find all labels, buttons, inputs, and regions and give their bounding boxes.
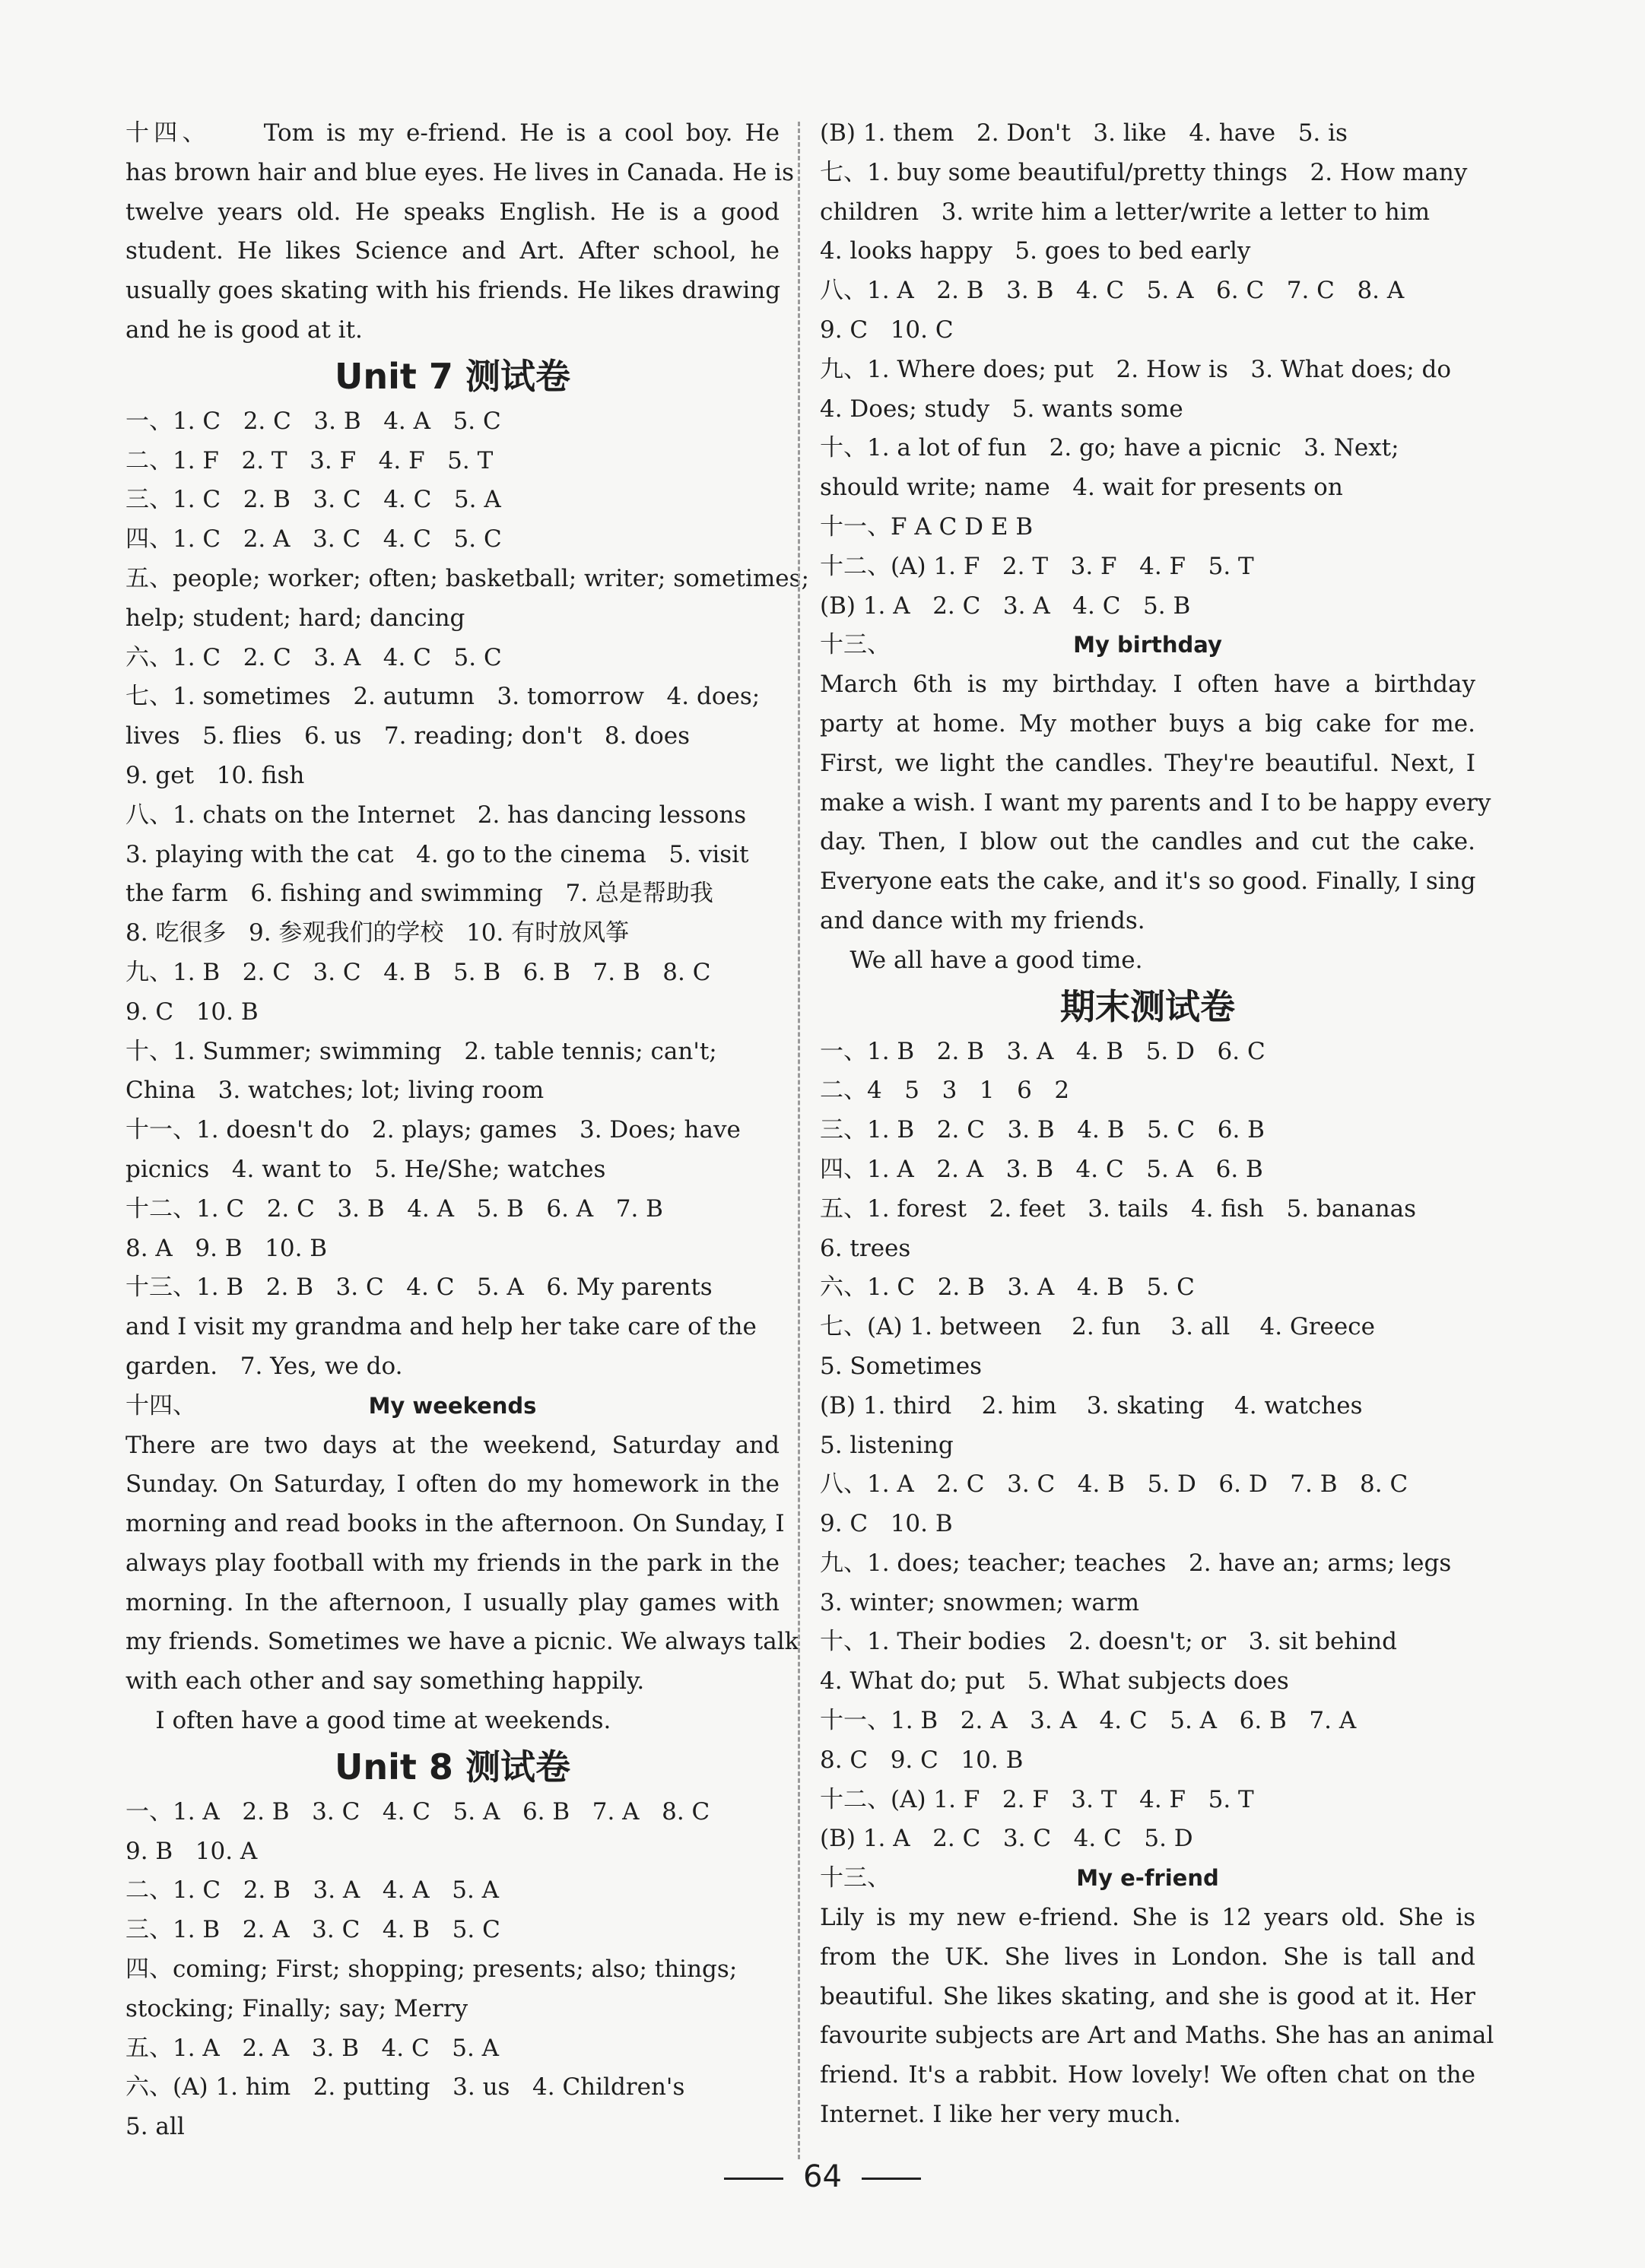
right-column <box>820 114 1494 2135</box>
answer-line: 一、1. B 2. B 3. A 4. B 5. D 6. C <box>820 1037 1266 1065</box>
answer-line: 五、1. forest 2. feet 3. tails 4. fish 5. bananas <box>820 1194 1417 1223</box>
unit8-answers-continued <box>820 114 1475 626</box>
left-column <box>125 114 809 2147</box>
answer-line: 3. playing with the cat 4. go to the cinema 5. visit <box>125 840 749 868</box>
answer-line: 七、(A) 1. between 2. fun 3. all 4. Greece <box>820 1313 1375 1341</box>
essay-line: Everyone eats the cake, and it's so good. Finally, I sing <box>820 868 1476 896</box>
answer-line: (B) 1. A 2. C 3. C 4. C 5. D <box>820 1825 1193 1853</box>
unit8-answers <box>125 1793 780 2147</box>
answer-line: 八、1. A 2. B 3. B 4. C 5. A 6. C 7. C 8. A <box>820 277 1405 305</box>
answer-line: 4. Does; study 5. wants some <box>820 395 1183 423</box>
answer-line: 十二、(A) 1. F 2. T 3. F 4. F 5. T <box>820 552 1254 580</box>
answer-line: help; student; hard; dancing <box>125 604 465 632</box>
answer-line: 8. A 9. B 10. B <box>125 1234 328 1262</box>
answer-line: 九、1. does; teacher; teaches 2. have an; arms; legs <box>820 1549 1452 1577</box>
answer-line: 9. get 10. fish <box>125 761 305 789</box>
answer-line: 四、1. C 2. A 3. C 4. C 5. C <box>125 525 502 554</box>
answer-line: 5. listening <box>820 1431 954 1459</box>
answer-line: 七、1. buy some beautiful/pretty things 2. How many <box>820 158 1468 186</box>
answer-line: 十一、1. doesn't do 2. plays; games 3. Does; have <box>125 1116 741 1144</box>
q13b-mark: 十三、 <box>820 1864 891 1892</box>
essay-line: day. Then, I blow out the candles and cut the cake. <box>820 828 1475 856</box>
answer-line: 三、1. B 2. A 3. C 4. B 5. C <box>125 1916 500 1944</box>
essay-line: my friends. Sometimes we have a picnic. We always talk <box>125 1628 799 1656</box>
answer-line: garden. 7. Yes, we do. <box>125 1352 403 1380</box>
essay-line: friend. It's a rabbit. How lovely! We often chat on the <box>820 2061 1475 2089</box>
essay-line: There are two days at the weekend, Saturday and <box>125 1431 780 1459</box>
answer-line: 十、1. a lot of fun 2. go; have a picnic 3. Next; <box>820 434 1399 462</box>
essay-line: beautiful. She likes skating, and she is good at it. Her <box>820 1982 1475 2010</box>
q14-paragraph-line: usually goes skating with his friends. He likes drawing <box>125 277 781 305</box>
footer-dash-right <box>862 2178 921 2180</box>
essay-line: and dance with my friends. <box>820 906 1145 934</box>
essay-line: We all have a good time. <box>820 946 1143 974</box>
q14-paragraph-line: has brown hair and blue eyes. He lives in Canada. He is <box>125 158 794 186</box>
answer-line: 十一、1. B 2. A 3. A 4. C 5. A 6. B 7. A <box>820 1707 1357 1735</box>
answer-line: should write; name 4. wait for presents on <box>820 474 1343 502</box>
final-exam-title: 期末测试卷 <box>1060 985 1235 1027</box>
answer-line: 十三、1. B 2. B 3. C 4. C 5. A 6. My parents <box>125 1274 713 1302</box>
answer-line: 六、1. C 2. B 3. A 4. B 5. C <box>820 1274 1195 1302</box>
q13-header <box>820 626 1475 665</box>
essay-line: Lily is my new e-friend. She is 12 years old. She is <box>820 1904 1475 1932</box>
answer-line: 五、people; worker; often; basketball; writer; sometimes; <box>125 564 809 592</box>
q14b-mark: 十四、 <box>125 1391 196 1419</box>
q14-paragraph-line: twelve years old. He speaks English. He is a good <box>125 198 780 226</box>
answer-line: children 3. write him a letter/write a letter to him <box>820 198 1431 226</box>
q14-mark: 十四、 <box>125 119 211 147</box>
q14b-header <box>125 1387 780 1426</box>
answer-line: 七、1. sometimes 2. autumn 3. tomorrow 4. does; <box>125 683 761 711</box>
answer-line: 十二、1. C 2. C 3. B 4. A 5. B 6. A 7. B <box>125 1194 663 1223</box>
answer-line: 三、1. C 2. B 3. C 4. C 5. A <box>125 486 501 514</box>
answer-line: 9. C 10. C <box>820 316 954 344</box>
essay-line: with each other and say something happily. <box>125 1667 645 1695</box>
answer-line: 9. B 10. A <box>125 1837 258 1865</box>
answer-line: the farm 6. fishing and swimming 7. 总是帮助我 <box>125 880 713 908</box>
q13b-header <box>820 1859 1475 1898</box>
essay-line: from the UK. She lives in London. She is tall and <box>820 1943 1475 1971</box>
essay-line: First, we light the candles. They're beautiful. Next, I <box>820 749 1475 777</box>
answer-line: picnics 4. want to 5. He/She; watches <box>125 1155 606 1183</box>
essay-line: always play football with my friends in the park in the <box>125 1549 780 1577</box>
essay-line: party at home. My mother buys a big cake for me. <box>820 709 1475 737</box>
answer-line: lives 5. flies 6. us 7. reading; don't 8. does <box>125 722 691 750</box>
essay-line: favourite subjects are Art and Maths. She has an animal <box>820 2022 1494 2050</box>
answer-line: 8. C 9. C 10. B <box>820 1746 1024 1774</box>
answer-line: 4. looks happy 5. goes to bed early <box>820 237 1251 265</box>
answer-line: 五、1. A 2. A 3. B 4. C 5. A <box>125 2034 500 2062</box>
answer-line: 5. Sometimes <box>820 1352 983 1380</box>
answer-line: (B) 1. them 2. Don't 3. like 4. have 5. is <box>820 119 1348 147</box>
essay-line: Internet. I like her very much. <box>820 2101 1181 2129</box>
answer-line: 二、1. F 2. T 3. F 4. F 5. T <box>125 446 494 474</box>
answer-line: 8. 吃很多 9. 参观我们的学校 10. 有时放风筝 <box>125 919 630 947</box>
q14-paragraph-line: and he is good at it. <box>125 316 363 344</box>
answer-line: 6. trees <box>820 1234 911 1262</box>
answer-line: (B) 1. A 2. C 3. A 4. C 5. B <box>820 592 1191 620</box>
answer-line: 八、1. A 2. C 3. C 4. B 5. D 6. D 7. B 8. C <box>820 1470 1408 1499</box>
answer-line: China 3. watches; lot; living room <box>125 1077 545 1105</box>
answer-line: 二、1. C 2. B 3. A 4. A 5. A <box>125 1876 500 1905</box>
column-divider <box>798 122 800 2159</box>
answer-line: 二、4 5 3 1 6 2 <box>820 1077 1070 1105</box>
answer-line: stocking; Finally; say; Merry <box>125 1994 468 2022</box>
page-number: 64 <box>803 2159 842 2194</box>
answer-line: 八、1. chats on the Internet 2. has dancing lessons <box>125 801 747 829</box>
final-exam-answers <box>820 1032 1475 1860</box>
essay-line: March 6th is my birthday. I often have a birthday <box>820 671 1475 699</box>
answer-line: 十、1. Summer; swimming 2. table tennis; can't; <box>125 1037 717 1065</box>
answer-line: 9. C 10. B <box>820 1510 953 1538</box>
footer-dash-left <box>724 2178 783 2180</box>
answer-line: 一、1. C 2. C 3. B 4. A 5. C <box>125 407 501 435</box>
answer-line: 3. winter; snowmen; warm <box>820 1588 1140 1616</box>
answer-line: 5. all <box>125 2113 185 2141</box>
answer-line: 十、1. Their bodies 2. doesn't; or 3. sit behind <box>820 1628 1398 1656</box>
unit7-title: Unit 7 测试卷 <box>335 355 570 397</box>
q13-heading: My birthday <box>1073 632 1222 658</box>
unit8-title: Unit 8 测试卷 <box>335 1746 570 1787</box>
q13-mark: 十三、 <box>820 631 891 659</box>
answer-line: 四、1. A 2. A 3. B 4. C 5. A 6. B <box>820 1155 1263 1183</box>
essay-line: morning. In the afternoon, I usually play games with <box>125 1588 780 1616</box>
q14b-heading: My weekends <box>368 1392 537 1419</box>
answer-line: 十二、(A) 1. F 2. F 3. T 4. F 5. T <box>820 1785 1254 1813</box>
answer-line: 九、1. Where does; put 2. How is 3. What does; do <box>820 355 1452 383</box>
answer-line: 六、(A) 1. him 2. putting 3. us 4. Children's <box>125 2073 685 2101</box>
essay-line: morning and read books in the afternoon. On Sunday, I <box>125 1510 785 1538</box>
answer-line: 三、1. B 2. C 3. B 4. B 5. C 6. B <box>820 1116 1265 1144</box>
answer-line: 4. What do; put 5. What subjects does <box>820 1667 1289 1695</box>
answer-line: 六、1. C 2. C 3. A 4. C 5. C <box>125 643 502 671</box>
answer-line: and I visit my grandma and help her take care of the <box>125 1313 757 1341</box>
q14-paragraph-line: student. He likes Science and Art. After school, he <box>125 237 780 265</box>
essay-line: I often have a good time at weekends. <box>125 1707 611 1735</box>
answer-line: 四、coming; First; shopping; presents; also; things; <box>125 1956 738 1984</box>
essay-line: make a wish. I want my parents and I to be happy every <box>820 788 1491 817</box>
page-number-footer <box>0 2159 1645 2194</box>
unit7-answers <box>125 402 809 1387</box>
answer-line: 九、1. B 2. C 3. C 4. B 5. B 6. B 7. B 8. C <box>125 958 711 986</box>
answer-line: (B) 1. third 2. him 3. skating 4. watches <box>820 1391 1363 1419</box>
answer-line: 十一、F A C D E B <box>820 512 1034 541</box>
q13b-heading: My e-friend <box>1076 1865 1219 1892</box>
answer-line: 一、1. A 2. B 3. C 4. C 5. A 6. B 7. A 8. C <box>125 1797 710 1826</box>
essay-line: Sunday. On Saturday, I often do my homework in the <box>125 1470 780 1499</box>
answer-line: 9. C 10. B <box>125 998 259 1026</box>
q14-paragraph-line: 十四、 Tom is my e-friend. He is a cool boy. He <box>125 119 780 147</box>
